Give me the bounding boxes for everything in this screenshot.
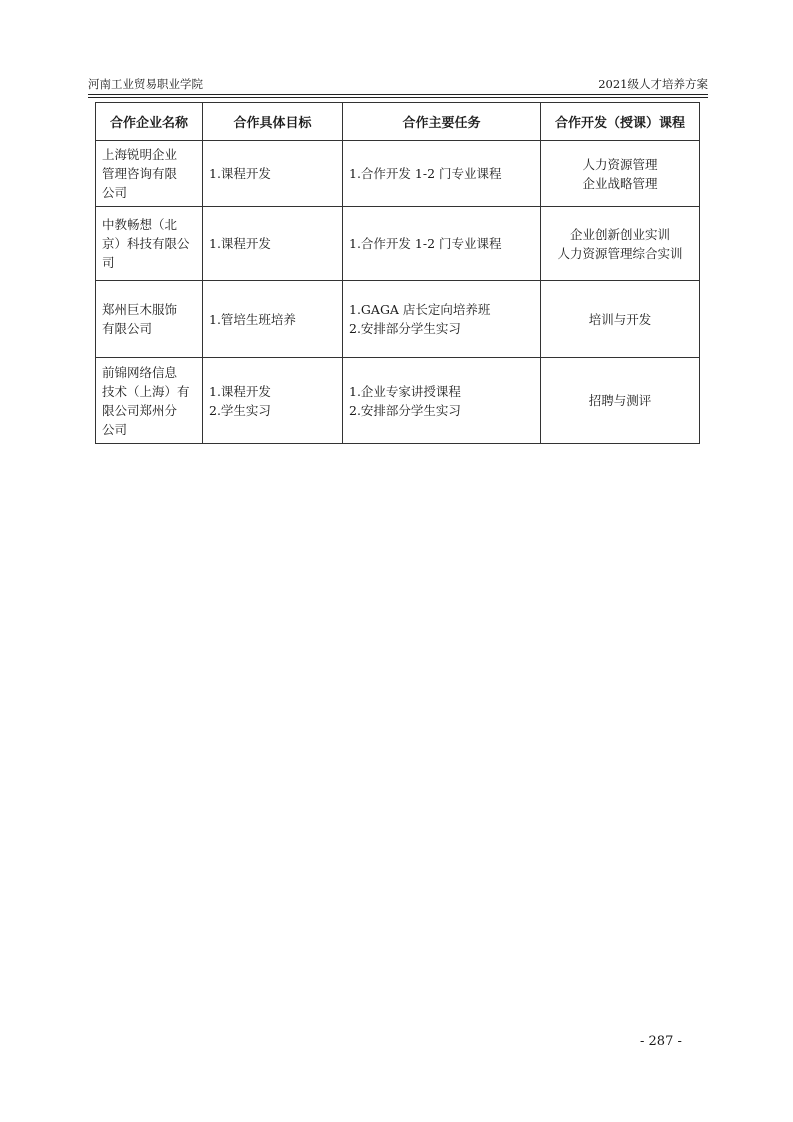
company-line: 管理咨询有限 bbox=[102, 166, 178, 181]
courses-cell bbox=[541, 141, 700, 207]
company-cell bbox=[96, 358, 203, 444]
table-row bbox=[96, 207, 700, 281]
task-item: 1.合作开发 1-2 门专业课程 bbox=[349, 236, 502, 251]
course-item: 培训与开发 bbox=[588, 311, 652, 327]
task-item: 2.安排部分学生实习 bbox=[349, 321, 461, 336]
goals-cell bbox=[203, 358, 343, 444]
cooperation-table bbox=[95, 102, 700, 444]
task-item: 2.安排部分学生实习 bbox=[349, 402, 461, 418]
company-cell bbox=[96, 207, 203, 281]
table-row bbox=[96, 141, 700, 207]
courses-cell bbox=[541, 207, 700, 281]
company-line: 上海锐明企业 bbox=[102, 147, 178, 162]
course-item: 企业战略管理 bbox=[582, 175, 658, 191]
course-item: 招聘与测评 bbox=[588, 393, 652, 408]
course-item: 人力资源管理综合实训 bbox=[557, 245, 683, 261]
page-number: - 287 - bbox=[640, 1034, 682, 1049]
company-line: 前锦网络信息 bbox=[102, 364, 178, 380]
tasks-cell bbox=[343, 141, 541, 207]
goals-cell bbox=[203, 141, 343, 207]
company-line: 有限公司 bbox=[102, 321, 153, 336]
course-item: 人力资源管理 bbox=[582, 156, 658, 172]
task-item: 1.合作开发 1-2 门专业课程 bbox=[349, 166, 502, 181]
goal-item: 1.管培生班培养 bbox=[209, 311, 296, 327]
column-header-goals: 合作具体目标 bbox=[203, 103, 343, 141]
goals-cell bbox=[203, 207, 343, 281]
company-line: 郑州巨木服饰 bbox=[102, 302, 178, 317]
header-rule-thin bbox=[88, 97, 708, 98]
company-cell bbox=[96, 281, 203, 358]
table-row bbox=[96, 358, 700, 444]
header-document-title: 2021级人才培养方案 bbox=[598, 77, 708, 91]
page-header bbox=[88, 76, 708, 92]
column-header-company: 合作企业名称 bbox=[96, 103, 203, 141]
company-line: 京）科技有限公 bbox=[102, 236, 190, 251]
company-line: 司 bbox=[102, 255, 115, 270]
column-header-tasks: 合作主要任务 bbox=[343, 103, 541, 141]
table-row bbox=[96, 281, 700, 358]
tasks-cell bbox=[343, 281, 541, 358]
header-rule-thick bbox=[88, 94, 708, 95]
company-line: 技术（上海）有 bbox=[102, 383, 190, 399]
header-school-name: 河南工业贸易职业学院 bbox=[88, 77, 203, 91]
company-cell bbox=[96, 141, 203, 207]
company-line: 公司 bbox=[102, 421, 128, 437]
goal-item: 1.课程开发 bbox=[209, 236, 271, 251]
goals-cell bbox=[203, 281, 343, 358]
courses-cell bbox=[541, 281, 700, 358]
company-line: 限公司郑州分 bbox=[102, 402, 178, 418]
column-header-courses: 合作开发（授课）课程 bbox=[541, 103, 700, 141]
task-item: 1.企业专家讲授课程 bbox=[349, 383, 461, 399]
tasks-cell bbox=[343, 358, 541, 444]
course-item: 企业创新创业实训 bbox=[569, 226, 670, 242]
tasks-cell bbox=[343, 207, 541, 281]
goal-item: 2.学生实习 bbox=[209, 402, 271, 418]
goal-item: 1.课程开发 bbox=[209, 166, 271, 181]
company-line: 中教畅想（北 bbox=[102, 217, 178, 232]
table-header-row bbox=[96, 103, 700, 141]
company-line: 公司 bbox=[102, 185, 128, 200]
goal-item: 1.课程开发 bbox=[209, 383, 271, 399]
task-item: 1.GAGA 店长定向培养班 bbox=[349, 302, 491, 317]
courses-cell bbox=[541, 358, 700, 444]
